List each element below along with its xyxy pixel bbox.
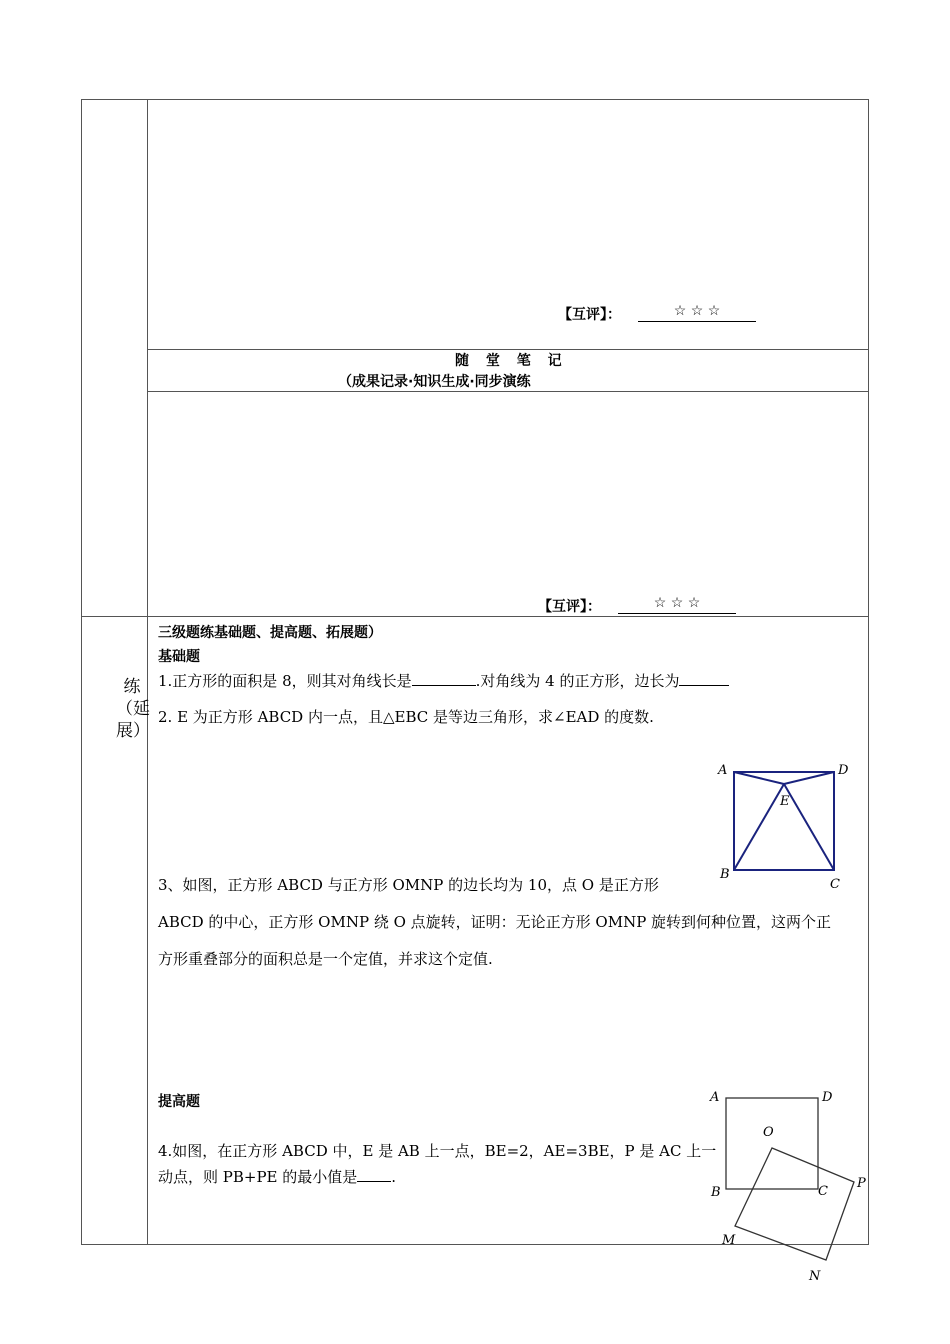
vertex-label-d: D xyxy=(838,763,849,778)
question-3-line-3: 方形重叠部分的面积总是一个定值，并求这个定值. xyxy=(158,950,493,968)
table-border-right xyxy=(868,99,869,1245)
notes-title: 随 堂 笔 记 xyxy=(455,353,568,369)
vertex-label-b: B xyxy=(720,867,730,882)
advanced-section-title: 提高题 xyxy=(158,1094,200,1110)
segment-ce xyxy=(784,784,834,870)
segment-de xyxy=(784,772,834,784)
square-abcd xyxy=(726,1098,818,1189)
square-omnp xyxy=(735,1148,854,1260)
question-2: 2. E 为正方形 ABCD 内一点，且△EBC 是等边三角形，求∠EAD 的度数. xyxy=(158,708,654,726)
vertex-label-p: P xyxy=(857,1176,866,1191)
question-3-line-1: 3、如图，正方形 ABCD 与正方形 OMNP 的边长均为 10，点 O 是正方形 xyxy=(158,876,659,894)
rating-stars: ☆ ☆ ☆ xyxy=(673,303,721,319)
peer-review-rating xyxy=(618,595,736,614)
vertex-label-n: N xyxy=(809,1269,821,1284)
practice-heading: 三级题练基础题、提高题、拓展题） xyxy=(158,625,382,641)
question-1-part-a: 1.正方形的面积是 8，则其对角线长是 xyxy=(158,672,412,690)
table-border-left xyxy=(81,99,82,1245)
segment-be xyxy=(734,784,784,870)
vertex-label-e: E xyxy=(780,794,790,809)
notes-header-bottom xyxy=(147,391,869,392)
square-abcd xyxy=(734,772,834,870)
vertex-label-a: A xyxy=(710,1090,720,1105)
segment-ae xyxy=(734,772,784,784)
vertex-label-a: A xyxy=(718,763,728,778)
vertex-label-d: D xyxy=(822,1090,833,1105)
answer-blank xyxy=(357,1167,391,1182)
vertex-label-m: M xyxy=(722,1233,736,1248)
peer-review-label: 【互评】： xyxy=(538,599,601,615)
question-3-line-2: ABCD 的中心，正方形 OMNP 绕 O 点旋转，证明：无论正方形 OMNP 旋转到何种位置，这两个正 xyxy=(158,913,832,931)
section-side-label: 练（延展） xyxy=(116,677,150,741)
peer-review-rating xyxy=(638,303,756,322)
peer-review-label: 【互评】： xyxy=(558,307,621,323)
question-1 xyxy=(158,670,729,691)
rating-stars: ☆ ☆ ☆ xyxy=(653,595,701,611)
question-4-part-b: . xyxy=(391,1168,397,1186)
vertex-label-c: C xyxy=(818,1184,828,1199)
rotated-squares-figure xyxy=(702,1084,872,1284)
basic-section-title: 基础题 xyxy=(158,649,200,665)
vertex-label-b: B xyxy=(711,1185,721,1200)
question-4-line-2 xyxy=(158,1166,396,1187)
practice-row-top xyxy=(81,616,869,617)
table-border-top xyxy=(81,99,869,100)
square-triangle-figure xyxy=(712,758,862,894)
vertex-label-c: C xyxy=(830,877,840,892)
question-4-line-1: 4.如图，在正方形 ABCD 中，E 是 AB 上一点，BE=2，AE=3BE，P 是 AC 上一 xyxy=(158,1142,717,1160)
question-1-part-b: .对角线为 4 的正方形，边长为 xyxy=(475,672,680,690)
vertex-label-o: O xyxy=(763,1125,774,1140)
table-column-divider xyxy=(147,99,148,1245)
answer-blank xyxy=(412,671,476,686)
answer-blank xyxy=(679,671,729,686)
question-4-part-a: 动点，则 PB+PE 的最小值是 xyxy=(158,1168,358,1186)
notes-subtitle: （成果记录·知识生成·同步演练 xyxy=(338,374,531,390)
